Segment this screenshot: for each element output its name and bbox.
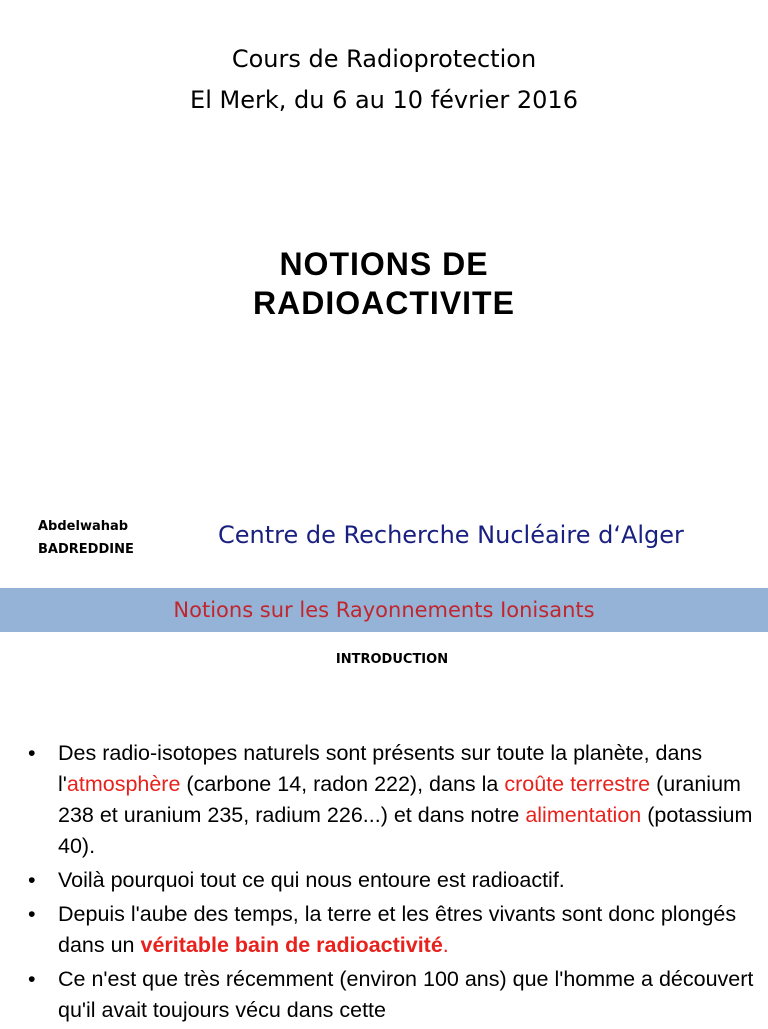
- bullet-text: Ce n'est que très récemment (environ 100 ans) que l'homme a découvert qu'il avait toujours vécu dans cette: [58, 967, 754, 1022]
- section-banner-title: Notions sur les Rayonnements Ionisants: [173, 598, 595, 622]
- bullet-point: •: [28, 868, 36, 892]
- list-item: [28, 738, 758, 862]
- bullet-text: (potassium 40).: [58, 803, 753, 858]
- list-item: [28, 964, 758, 1026]
- author-first-name: Abdelwahab: [38, 519, 129, 534]
- bullet-text: (uranium 238 et uranium 235, radium 226...) et dans notre: [58, 772, 741, 827]
- highlight-alimentation: alimentation: [525, 803, 642, 827]
- bullet-text: (carbone 14, radon 222), dans la: [180, 772, 505, 796]
- bullet-point: •: [28, 741, 36, 765]
- bullet-point: •: [28, 902, 36, 926]
- bullet-list: [28, 738, 758, 1029]
- document-title-line1: NOTIONS DE: [279, 246, 489, 282]
- bullet-text: .: [442, 933, 449, 957]
- bullet-text: Des radio-isotopes naturels sont présents sur toute la planète, dans l': [58, 741, 703, 796]
- bullet-text: Depuis l'aube des temps, la terre et les êtres vivants sont donc plongés dans un: [58, 902, 737, 957]
- highlight-bain: véritable bain de radioactivité: [140, 933, 443, 957]
- course-location-dates: El Merk, du 6 au 10 février 2016: [190, 86, 578, 114]
- bullet-text: Voilà pourquoi tout ce qui nous entoure est radioactif.: [58, 868, 565, 892]
- list-item: [28, 899, 758, 961]
- highlight-atmosphere: atmosphère: [66, 772, 181, 796]
- section-heading: INTRODUCTION: [335, 652, 449, 667]
- document-title-line2: RADIOACTIVITE: [253, 285, 515, 321]
- course-title: Cours de Radioprotection: [231, 45, 537, 73]
- highlight-croute: croûte terrestre: [504, 772, 651, 796]
- author-last-name: BADREDDINE: [38, 542, 134, 557]
- bullet-point: •: [28, 967, 36, 991]
- list-item: [28, 865, 758, 896]
- institution-name: Centre de Recherche Nucléaire d‘Alger: [218, 521, 684, 549]
